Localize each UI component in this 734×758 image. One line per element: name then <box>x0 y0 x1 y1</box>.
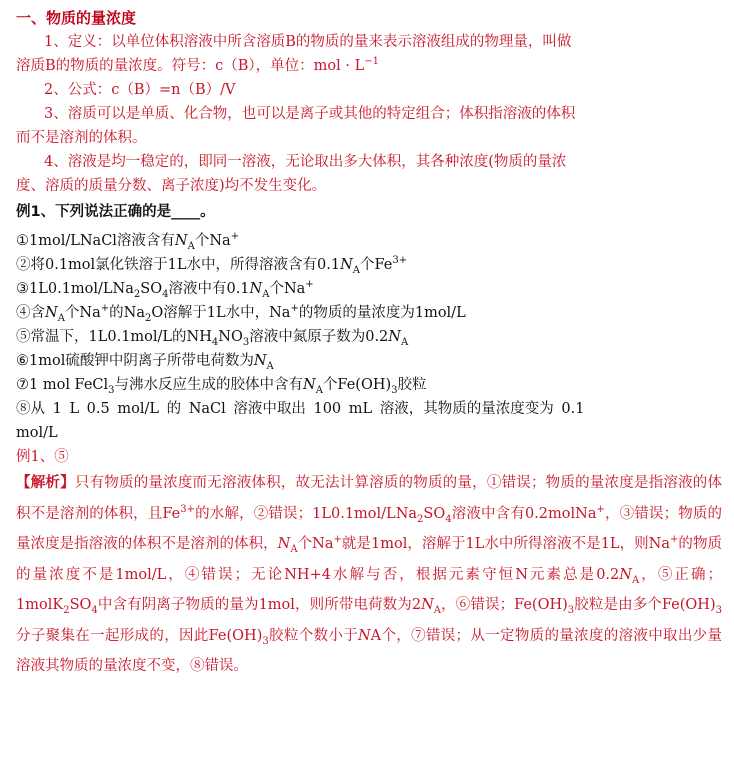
analysis-tag: 【解析】 <box>16 474 75 491</box>
section-title: 一、物质的量浓度 <box>16 9 137 27</box>
option-5: ⑤常温下，1L0.1mol/L的$NH_4NO_3$溶液中氮原子数为$0.2N_A$ <box>16 329 409 348</box>
item3-line-1: 3、溶质可以是单质、化合物，也可以是离子或其他的特定组合；体积指溶液的体积 <box>44 106 576 122</box>
unit-exponent: −1 <box>364 56 380 68</box>
item3-line-2: 而不是溶剂的体积。 <box>16 130 147 146</box>
item4-line-2: 度、溶质的质量分数、离子浓度)均不发生变化。 <box>16 178 327 194</box>
option-3: $③1L0.1mol/LNa_2SO_4$溶液中有$0.1N_A$个Na+ <box>16 279 314 300</box>
option-6: ⑥1mol硫酸钾中阴离子所带电荷数为$N_A$ <box>16 353 274 372</box>
analysis-block: 【解析】只有物质的量浓度而无溶液体积，故无法计算溶质的物质的量，①错误；物质的量浓度是指溶液的体积不是溶剂的体积，且$Fe^{3+}$的水解，②错误；$1L0.1mol/LNa_2SO_4$溶液中含有0.2molNa+，③错误；物质的量浓度是指溶液的体积不是溶剂的体积，$N_A$个Na+就是1mol，溶解于1L水中所得溶液不是1L，则Na+的物质的量浓度不是1mol/L，④错误；无论NH+4水解与否，根据元素守恒N元素总是$0.2N_A$，⑤正确；$1molK_2SO_4$中含有阴离子物质的量为1mol，则所带电荷数为$2N_A$，⑥错误；$Fe(OH)_3$胶粒是由多个$Fe(OH)_3$分子聚集在一起形成的，因此$Fe(OH)_3$胶粒个数小于NA个，⑦错误；从一定物质的量浓度的溶液中取出少量溶液其物质的量浓度不变，⑧错误。 <box>16 474 723 674</box>
definition-line-1: 1、定义：以单位体积溶液中所含溶质B的物质的量来表示溶液组成的物理量，叫做 <box>44 34 572 50</box>
option-1: ①1mol/LNaCl溶液含有$N_A$个Na+ <box>16 231 240 252</box>
item4-line-1: 4、溶液是均一稳定的，即同一溶液，无论取出多大体积，其各种浓度(物质的量浓 <box>44 154 567 170</box>
option-2: ②将0.1mol氯化铁溶于1L水中，所得溶液含有$0.1N_A$个$Fe^{3+}$ <box>16 255 408 276</box>
option-4: ④含$N_A$个Na+的$Na_2O$溶解于1L水中，Na+的物质的量浓度为1mol/L <box>16 303 466 324</box>
option-7: ⑦1 mol FeCl$_3$与沸水反应生成的胶体中含有$N_A$个$Fe(OH)_3$胶粒 <box>16 377 427 396</box>
option-8-cont: mol/L <box>16 425 58 441</box>
example-title: 例1、下列说法正确的是____。 <box>16 204 215 220</box>
option-8: ⑧从 1 L 0.5 mol/L 的 NaCl 溶液中取出 100 mL 溶液，其物质的量浓度变为 0.1 <box>16 401 585 417</box>
definition-text: 溶质B的物质的量浓度。符号：c（B），单位：mol · L <box>16 58 365 74</box>
definition-line-2 <box>16 54 724 78</box>
formula-line: 2、公式：c（B）=n（B）/V <box>44 82 236 98</box>
answer-line: 例1、⑤ <box>16 449 69 465</box>
